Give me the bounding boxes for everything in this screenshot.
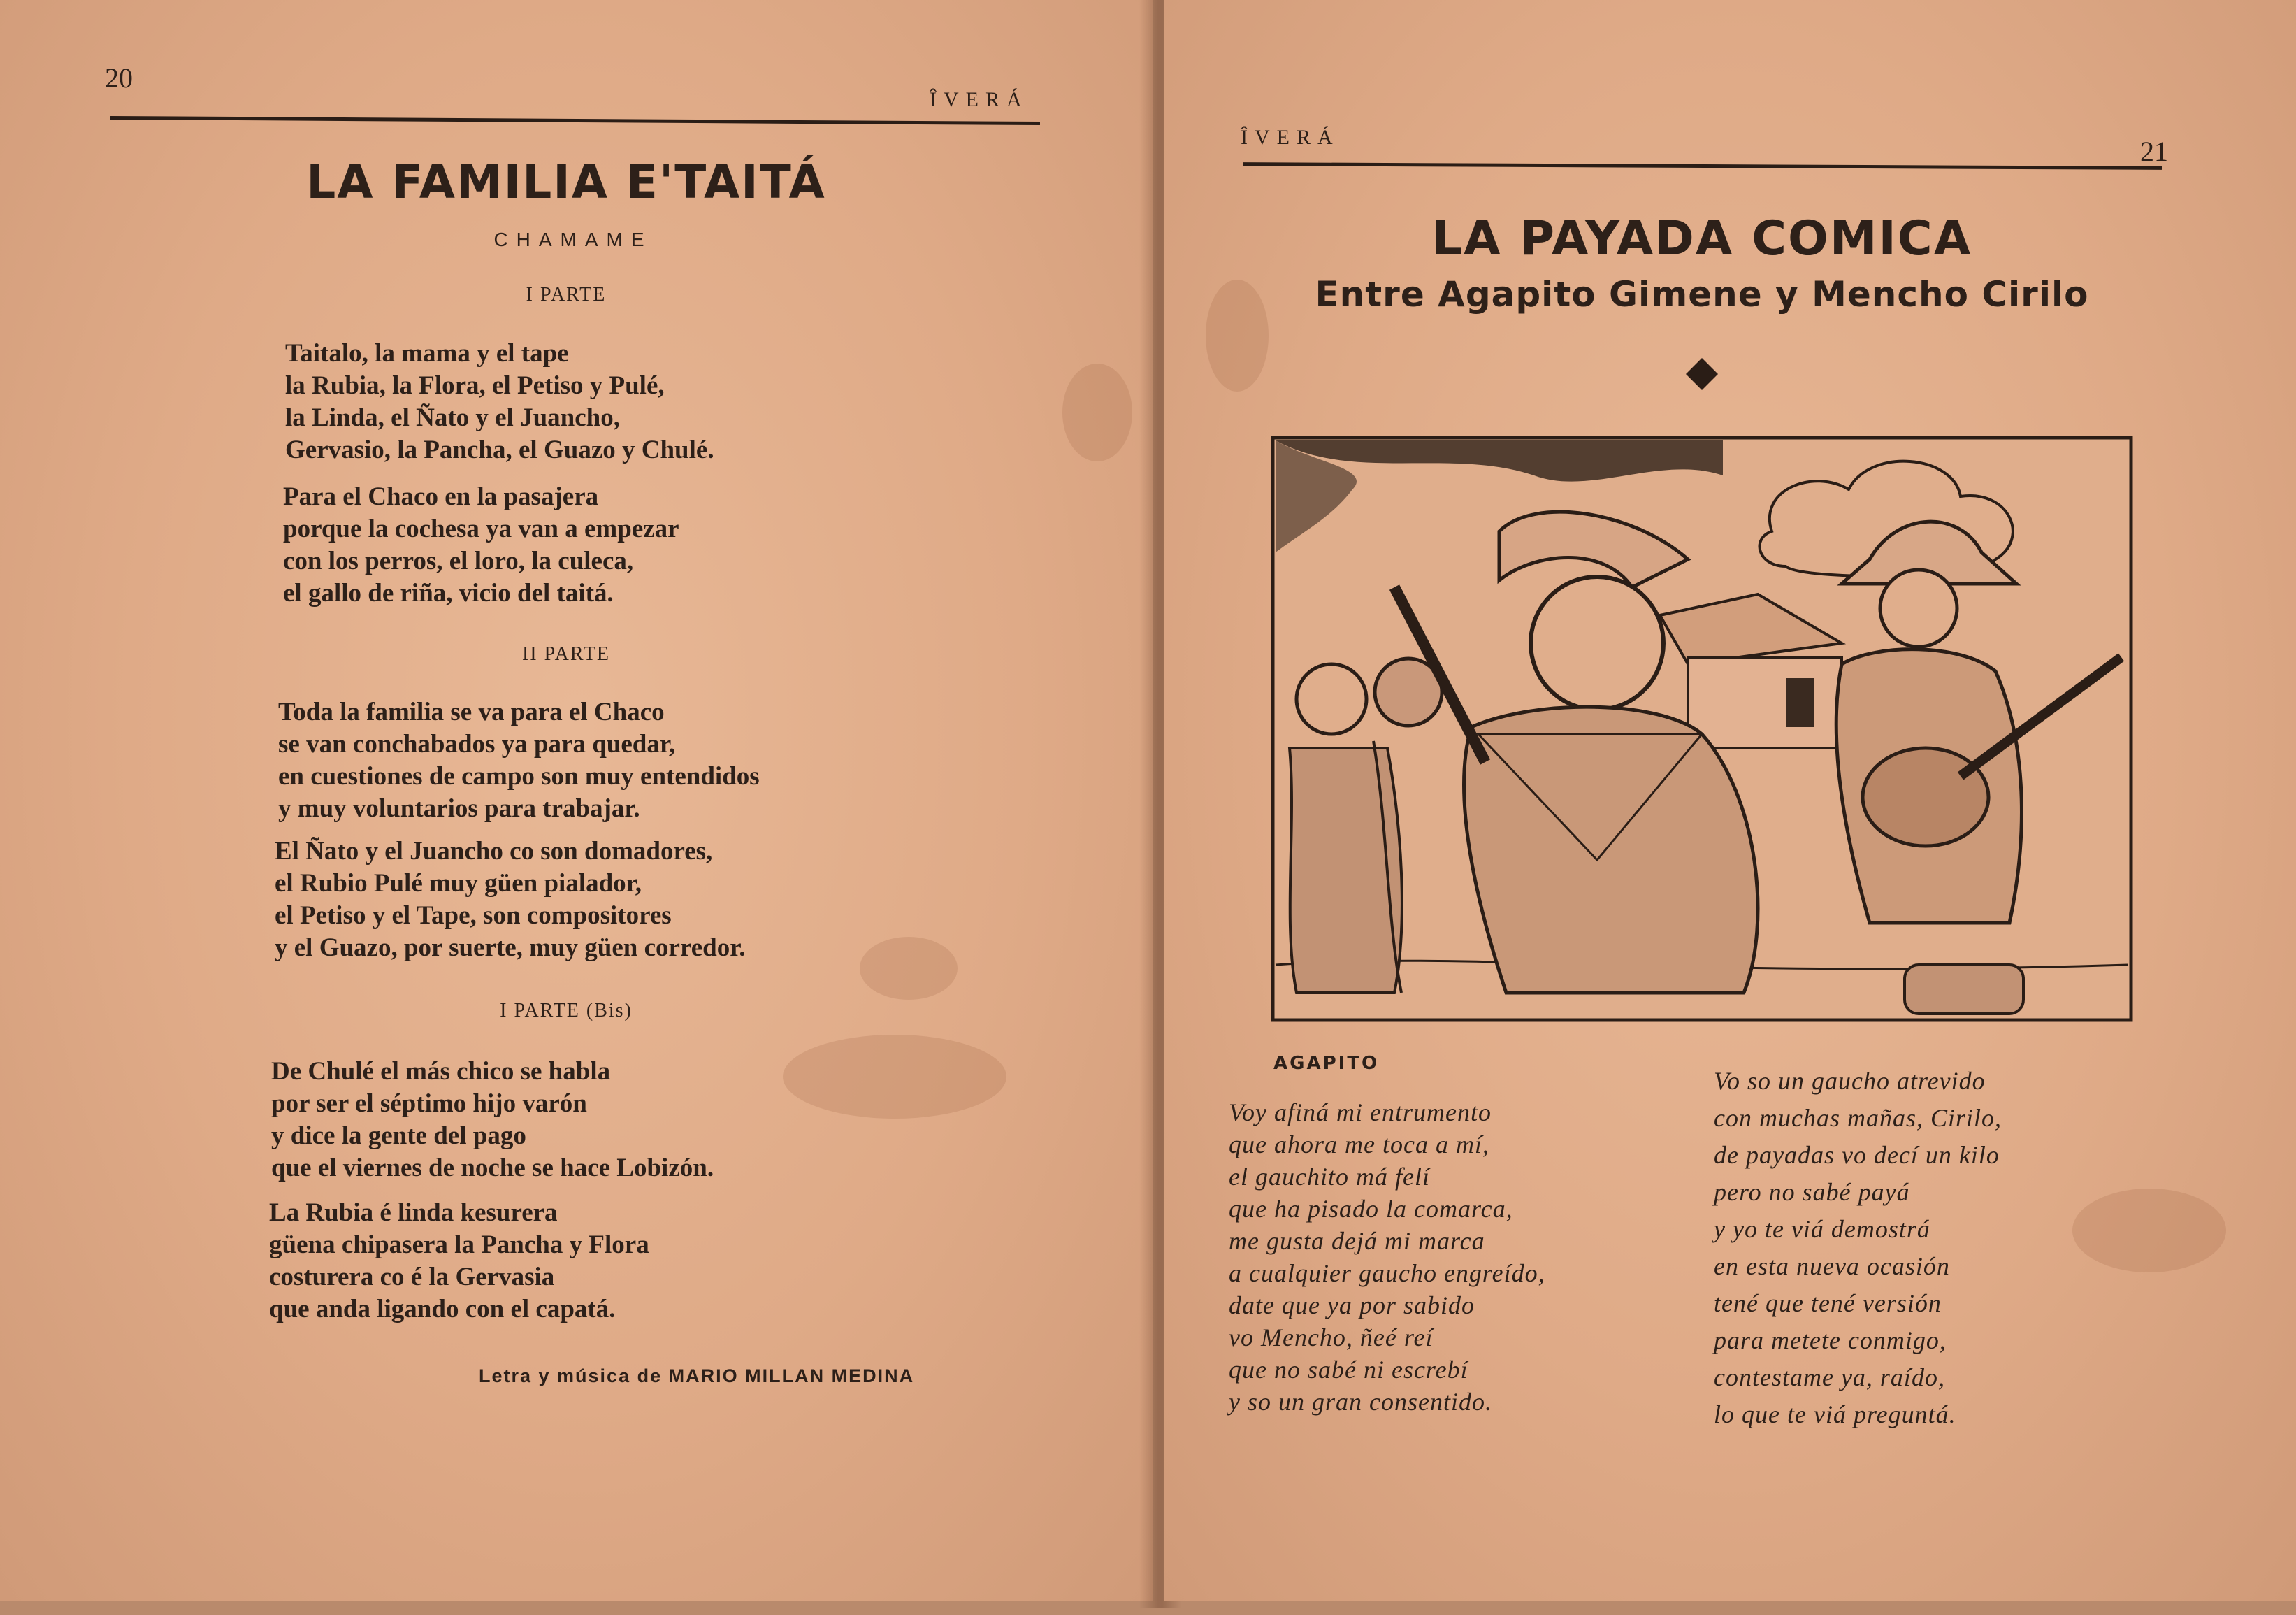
verse-line: Voy afiná mi entrumento bbox=[1229, 1098, 1492, 1126]
verse-line: en cuestiones de campo son muy entendidos bbox=[278, 762, 760, 791]
verse-line: güena chipasera la Pancha y Flora bbox=[269, 1230, 649, 1259]
verse-line: en esta nueva ocasión bbox=[1714, 1252, 1950, 1280]
verse-line: a cualquier gaucho engreído, bbox=[1229, 1259, 1545, 1287]
diamond-ornament-icon bbox=[1684, 357, 1719, 392]
verse-line: el Petiso y el Tape, son compositores bbox=[275, 901, 672, 930]
stanza bbox=[269, 1197, 649, 1326]
verse-line: con los perros, el loro, la culeca, bbox=[283, 547, 634, 575]
section-heading: II PARTE bbox=[521, 643, 611, 665]
verse-line: Para el Chaco en la pasajera bbox=[283, 482, 599, 511]
verse-reply bbox=[1714, 1063, 2002, 1433]
verse-line: El Ñato y el Juancho co son domadores, bbox=[275, 837, 713, 866]
stanza bbox=[283, 481, 679, 610]
verse-line: y el Guazo, por suerte, muy güen corredor. bbox=[275, 933, 746, 962]
verse-line: por ser el séptimo hijo varón bbox=[271, 1089, 587, 1118]
verse-line: costurera co é la Gervasia bbox=[269, 1263, 555, 1291]
verse-line: de payadas vo decí un kilo bbox=[1714, 1141, 2000, 1169]
verse-line: que no sabé ni escrebí bbox=[1229, 1356, 1468, 1384]
verse-line: Gervasio, la Pancha, el Guazo y Chulé. bbox=[285, 436, 714, 464]
payada-subtitle: Entre Agapito Gimene y Mencho Cirilo bbox=[1315, 274, 2089, 315]
stanza bbox=[271, 1056, 714, 1184]
verse-line: me gusta dejá mi marca bbox=[1229, 1227, 1485, 1255]
verse-line: lo que te viá preguntá. bbox=[1714, 1400, 1956, 1428]
stanza bbox=[278, 696, 760, 825]
verse-line: el gallo de riña, vicio del taitá. bbox=[283, 579, 614, 608]
verse-line: y muy voluntarios para trabajar. bbox=[278, 794, 640, 823]
verse-line: la Rubia, la Flora, el Petiso y Pulé, bbox=[285, 371, 665, 400]
page-number: 20 bbox=[105, 62, 133, 94]
section-heading: I PARTE bbox=[526, 284, 607, 306]
song-title: LA FAMILIA E'TAITÁ bbox=[306, 155, 826, 209]
running-head: ÎVERÁ bbox=[1241, 126, 1340, 149]
verse-line: pero no sabé payá bbox=[1714, 1178, 1910, 1206]
verse-agapito bbox=[1229, 1096, 1545, 1418]
verse-line: con muchas mañas, Cirilo, bbox=[1714, 1104, 2002, 1132]
gaucho-illustration bbox=[1269, 433, 2135, 1024]
running-head: ÎVERÁ bbox=[930, 88, 1029, 111]
verse-line: De Chulé el más chico se habla bbox=[271, 1057, 611, 1086]
page-number: 21 bbox=[2140, 136, 2168, 167]
speaker-label: AGAPITO bbox=[1273, 1053, 1380, 1074]
verse-line: que el viernes de noche se hace Lobizón. bbox=[271, 1154, 714, 1182]
verse-line: y yo te viá demostrá bbox=[1714, 1215, 1930, 1243]
verse-line: el Rubio Pulé muy güen pialador, bbox=[275, 869, 642, 898]
verse-line: y dice la gente del pago bbox=[271, 1121, 526, 1150]
verse-line: para metete conmigo, bbox=[1714, 1326, 1947, 1354]
song-genre: CHAMAME bbox=[493, 229, 653, 250]
verse-line: La Rubia é linda kesurera bbox=[269, 1198, 558, 1227]
header-rule bbox=[110, 116, 1040, 125]
verse-line: la Linda, el Ñato y el Juancho, bbox=[285, 403, 620, 432]
verse-line: que ha pisado la comarca, bbox=[1229, 1195, 1513, 1223]
verse-line: que anda ligando con el capatá. bbox=[269, 1295, 616, 1323]
verse-line: Taitalo, la mama y el tape bbox=[285, 339, 569, 368]
verse-line: que ahora me toca a mí, bbox=[1229, 1130, 1489, 1158]
section-heading: I PARTE (Bis) bbox=[500, 1000, 633, 1021]
stanza bbox=[275, 835, 745, 964]
verse-line: el gauchito má felí bbox=[1229, 1163, 1430, 1191]
verse-line: porque la cochesa ya van a empezar bbox=[283, 515, 679, 543]
verse-line: contestame ya, raído, bbox=[1714, 1363, 1945, 1391]
song-credit: Letra y música de MARIO MILLAN MEDINA bbox=[479, 1365, 915, 1386]
payada-title: LA PAYADA COMICA bbox=[1431, 211, 1972, 266]
verse-line: Toda la familia se va para el Chaco bbox=[278, 698, 665, 726]
verse-line: tené que tené versión bbox=[1714, 1289, 1942, 1317]
verse-line: Vo so un gaucho atrevido bbox=[1714, 1067, 1986, 1095]
verse-line: y so un gran consentido. bbox=[1229, 1388, 1492, 1416]
left-page bbox=[0, 0, 1153, 1601]
verse-line: vo Mencho, ñeé reí bbox=[1229, 1323, 1434, 1351]
verse-line: date que ya por sabido bbox=[1229, 1291, 1475, 1319]
stanza bbox=[285, 338, 714, 466]
verse-line: se van conchabados ya para quedar, bbox=[278, 730, 676, 759]
